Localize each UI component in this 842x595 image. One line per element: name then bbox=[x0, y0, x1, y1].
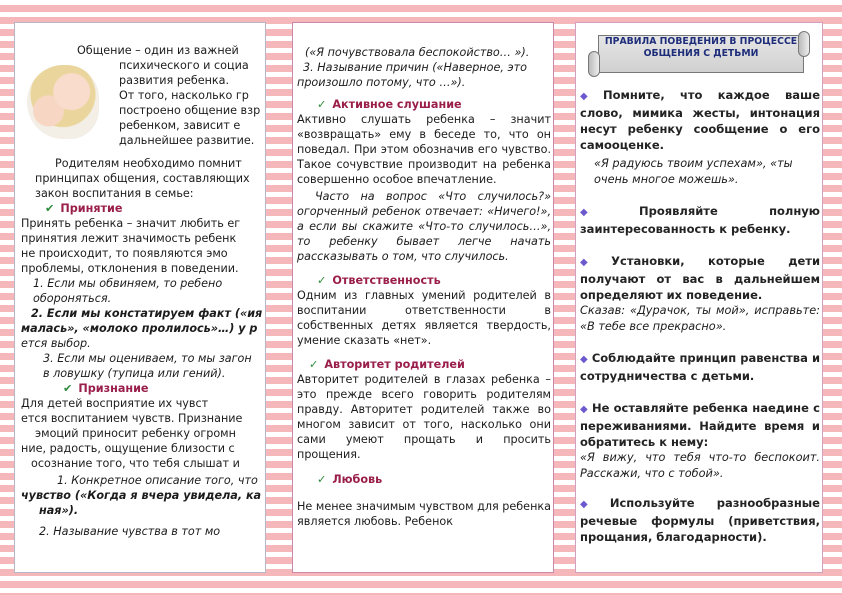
accept-line: проблемы, отклонения в поведении. bbox=[21, 262, 239, 275]
principles-line: принципах общения, составляющих bbox=[35, 172, 250, 185]
banner-title: ПРАВИЛА ПОВЕДЕНИЯ В ПРОЦЕССЕ ОБЩЕНИЯ С ДЕТЬМИ bbox=[604, 36, 798, 59]
diamond-bullet-icon: ◆ bbox=[580, 499, 606, 510]
accept-item: 2. Если мы констатируем факт («ия bbox=[31, 307, 263, 320]
recog-line: ется воспитанием чувств. Признание bbox=[21, 412, 243, 425]
love-text: Не менее значимым чувством для ребенка является любовь. Ребенок bbox=[297, 500, 551, 528]
heading-active-listening: Активное слушание bbox=[332, 98, 462, 111]
rules-list bbox=[580, 87, 820, 545]
principles-block bbox=[21, 156, 266, 539]
rule-quote: «Я вижу, что тебя что-то беспокоит. Расскажи, что с тобой». bbox=[580, 451, 820, 480]
intro-line: психического и социа bbox=[119, 59, 249, 72]
heading-responsibility: Ответственность bbox=[332, 274, 441, 287]
rule-text: Помните, что каждое ваше слово, мимика жесты, интонация несут ребенку сообщение о его самооценке. bbox=[580, 88, 820, 152]
intro-line: дальнейшее развитие. bbox=[119, 134, 255, 147]
accept-item: обороняться. bbox=[33, 292, 112, 305]
rule-quote: Сказав: «Дурачок, ты мой», исправьте: «В тебе все прекрасно». bbox=[580, 304, 820, 333]
heading-love: Любовь bbox=[332, 473, 383, 486]
diamond-bullet-icon: ◆ bbox=[580, 354, 588, 365]
recog-item: чувство («Когда я вчера увидела, ка bbox=[21, 489, 262, 502]
accept-item: в ловушку (тупица или гений). bbox=[43, 367, 226, 380]
recog-line: осознание того, что тебя слышат и bbox=[31, 457, 240, 470]
principles-line: Родителям необходимо помнит bbox=[55, 157, 242, 170]
accept-item: 3. Если мы оцениваем, то мы загон bbox=[43, 352, 252, 365]
accept-item: 1. Если мы обвиняем, то ребено bbox=[33, 277, 223, 290]
diamond-bullet-icon: ◆ bbox=[580, 91, 599, 102]
principles-line: закон воспитания в семье: bbox=[35, 187, 194, 200]
checkmark-icon: ✓ bbox=[317, 473, 327, 486]
heading-parent-authority: Авторитет родителей bbox=[324, 358, 465, 371]
mother-child-photo bbox=[27, 65, 99, 139]
rule-text: Не оставляйте ребенка наедине с переживаниями. Найдите время и обратитесь к нему: bbox=[580, 401, 820, 449]
heading-acceptance: Принятие bbox=[60, 202, 123, 215]
recog-item: 1. Конкретное описание того, что bbox=[57, 474, 258, 487]
intro-line: Общение – один из важней bbox=[77, 44, 239, 57]
intro-line: построено общение взр bbox=[119, 104, 261, 117]
recog-item: 2. Называние чувства в тот мо bbox=[39, 525, 221, 538]
recog-line: эмоций приносит ребенку огромн bbox=[35, 427, 236, 440]
rule-quote: «Я радуюсь твоим успехам», «ты очень многое можешь». bbox=[594, 157, 793, 186]
accept-line: Принять ребенка – значит любить ег bbox=[21, 217, 241, 230]
intro-line: От того, насколько гр bbox=[119, 89, 249, 102]
intro-block-2 bbox=[119, 58, 266, 148]
active-listening-text: Активно слушать ребенка – значит «возвращать» ему в беседе то, что он поведал. При этом обозначив его чувство. Такое сочувствие производит на ребенка совершенно особое впечатление. bbox=[297, 113, 551, 186]
right-panel bbox=[575, 22, 823, 573]
intro-block bbox=[77, 43, 266, 58]
listen-item: 3. Называние причин («Наверное, это bbox=[303, 61, 527, 74]
accept-line: принятия лежит значимость ребенк bbox=[21, 232, 237, 245]
rule-text: Проявляйте полную заинтересованность к ребенку. bbox=[580, 204, 820, 236]
recog-line: ние, радость, ощущение близости с bbox=[21, 442, 235, 455]
checkmark-icon: ✓ bbox=[317, 274, 327, 287]
listen-item: («Я почувствовала беспокойство… »). bbox=[305, 46, 530, 59]
checkmark-icon: ✓ bbox=[317, 98, 327, 111]
accept-line: не происходит, то появляются эмо bbox=[21, 247, 228, 260]
rules-banner bbox=[584, 31, 812, 79]
listen-item: произошло потому, что …»). bbox=[297, 76, 466, 89]
left-panel bbox=[14, 22, 266, 573]
checkmark-icon: ✓ bbox=[309, 358, 319, 371]
recog-item: ная»). bbox=[39, 504, 79, 517]
responsibility-text: Одним из главных умений родителей в воспитании ответственности в собственных детях является твердость, умение сказать «нет». bbox=[297, 289, 551, 347]
authority-text: Авторитет родителей в глазах ребенка – это прежде всего говорить родителям правду. Авторитет родителей также во многом зависит от того, насколько они сами умеют прощать и просить прощения. bbox=[297, 373, 551, 461]
checkmark-icon: ✔ bbox=[45, 202, 55, 215]
heading-recognition: Признание bbox=[78, 382, 149, 395]
intro-line: развития ребенка. bbox=[119, 74, 230, 87]
middle-content bbox=[297, 45, 551, 529]
intro-line: ребенком, зависит е bbox=[119, 119, 241, 132]
rule-text: Соблюдайте принцип равенства и сотрудничества с детьми. bbox=[580, 351, 820, 383]
diamond-bullet-icon: ◆ bbox=[580, 404, 588, 415]
rule-text: Используйте разнообразные речевые формулы (приветствия, прощания, благодарности). bbox=[580, 496, 820, 544]
rule-text: Установки, которые дети получают от вас в дальнейшем определяют их поведение. bbox=[580, 254, 820, 302]
recog-line: Для детей восприятие их чувст bbox=[21, 397, 209, 410]
active-listening-quote: Часто на вопрос «Что случилось?» огорченный ребенок отвечает: «Ничего!», а если вы скажите «Что-то случилось…», то ребенку бывает легче начать рассказывать о том, что случилось. bbox=[297, 190, 551, 263]
diamond-bullet-icon: ◆ bbox=[580, 257, 608, 268]
checkmark-icon: ✔ bbox=[63, 382, 73, 395]
middle-panel bbox=[292, 22, 554, 573]
accept-item: ется выбор. bbox=[21, 337, 91, 350]
diamond-bullet-icon: ◆ bbox=[580, 207, 636, 218]
accept-item: малась», «молоко пролилось»…) у р bbox=[21, 322, 258, 335]
